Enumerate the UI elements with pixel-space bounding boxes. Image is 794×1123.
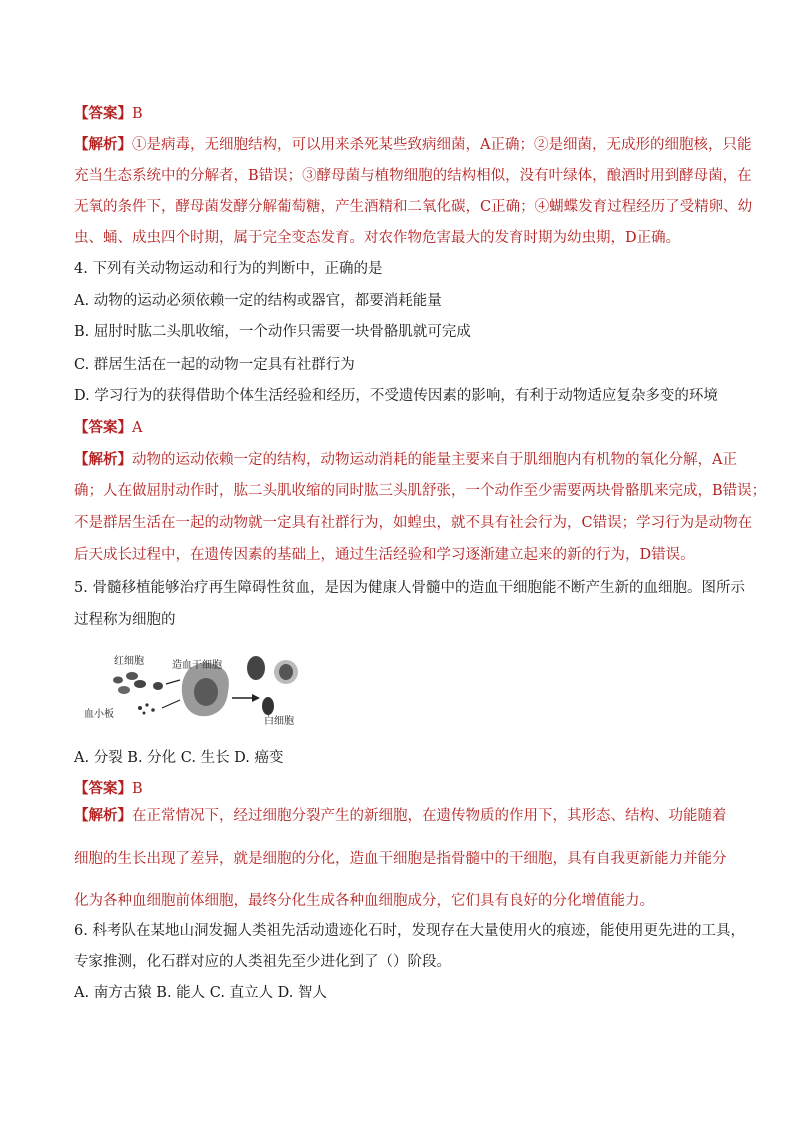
explanation-q4-line3: 不是群居生活在一起的动物就一定具有社群行为，如蝗虫，就不具有社会行为，C错误；学习行为是动物在 — [74, 515, 753, 531]
explanation-q4-line1 — [74, 450, 737, 470]
stem-cell-label: 造血干细胞 — [172, 660, 222, 671]
explanation-q4-line2: 确；人在做屈肘动作时，肱二头肌收缩的同时肱三头肌舒张，一个动作至少需要两块骨骼肌来完成，B错误； — [74, 483, 767, 499]
answer-tag: 【答案】 — [74, 419, 132, 436]
answer-value: A — [132, 420, 143, 436]
red-cell-label: 红细胞 — [114, 656, 144, 667]
red-cell-shape — [113, 677, 123, 684]
arrowhead — [252, 694, 260, 702]
answer-tag: 【答案】 — [74, 105, 132, 122]
arrow-to-red-cell — [166, 680, 180, 684]
explanation-q5-line3: 化为各种血细胞前体细胞，最终分化生成各种血细胞成分，它们具有良好的分化增值能力。 — [74, 893, 654, 909]
platelet-dot — [138, 706, 142, 710]
blood-cell-differentiation-figure — [80, 650, 380, 728]
explanation-q5-line2: 细胞的生长出现了差异，就是细胞的分化，造血干细胞是指骨髓中的干细胞，具有自我更新能力并能分 — [74, 851, 727, 867]
answer-value: B — [132, 781, 143, 797]
white-cell-nucleus — [279, 664, 293, 680]
question-6-stem-line2: 专家推测，化石群对应的人类祖先至少进化到了（）阶段。 — [74, 954, 451, 970]
explanation-tag: 【解析】 — [74, 807, 132, 824]
explanation-q3-line2: 充当生态系统中的分解者，B错误；③酵母菌与植物细胞的结构相似，没有叶绿体，酿酒时用到酵母菌，在 — [74, 168, 752, 184]
red-cell-shape — [126, 672, 138, 680]
platelet-dot — [145, 703, 148, 706]
red-cell-shape — [134, 680, 146, 688]
explanation-q5-line1 — [74, 806, 727, 826]
explanation-text: ①是病毒，无细胞结构，可以用来杀死某些致病细菌，A正确；②是细菌，无成形的细胞核，只能 — [132, 137, 752, 153]
question-5-stem-line2: 过程称为细胞的 — [74, 612, 176, 628]
platelet-dot — [151, 708, 155, 712]
explanation-text: 动物的运动依赖一定的结构，动物运动消耗的能量主要来自于肌细胞内有机物的氧化分解，A正 — [132, 452, 737, 468]
question-4-option-a: A. 动物的运动必须依赖一定的结构或器官，都要消耗能量 — [74, 293, 442, 309]
red-cell-shape — [153, 682, 163, 690]
answer-q4 — [74, 418, 142, 438]
explanation-tag: 【解析】 — [74, 451, 132, 468]
question-4-option-c: C. 群居生活在一起的动物一定具有社群行为 — [74, 357, 355, 373]
platelet-dot — [143, 712, 146, 715]
explanation-q3-line4: 虫、蛹、成虫四个时期，属于完全变态发育。对农作物危害最大的发育时期为幼虫期，D正确。 — [74, 230, 681, 246]
question-4-stem: 4. 下列有关动物运动和行为的判断中，正确的是 — [74, 261, 383, 277]
question-4-option-b: B. 屈肘时肱二头肌收缩，一个动作只需要一块骨骼肌就可完成 — [74, 324, 471, 340]
stem-cell-nucleus — [194, 678, 218, 706]
arrow-to-platelet — [162, 700, 180, 708]
question-6-stem-line1: 6. 科考队在某地山洞发掘人类祖先活动遗迹化石时，发现存在大量使用火的痕迹，能使用更先进的工具， — [74, 923, 745, 939]
answer-q5 — [74, 779, 143, 799]
explanation-tag: 【解析】 — [74, 136, 132, 153]
white-cell-shape — [247, 656, 265, 680]
explanation-q3-line3: 无氧的条件下，酵母菌发酵分解葡萄糖，产生酒精和二氧化碳，C正确；④蝴蝶发育过程经历了受精卵、幼 — [74, 199, 753, 215]
red-cell-shape — [118, 686, 130, 694]
question-4-option-d: D. 学习行为的获得借助个体生活经验和经历，不受遗传因素的影响，有利于动物适应复杂多变的环境 — [74, 388, 718, 404]
answer-q3 — [74, 104, 143, 124]
question-6-options: A. 南方古猿 B. 能人 C. 直立人 D. 智人 — [74, 985, 328, 1001]
answer-tag: 【答案】 — [74, 780, 132, 797]
platelet-label: 血小板 — [84, 709, 114, 720]
answer-value: B — [132, 106, 143, 122]
question-5-stem-line1: 5. 骨髓移植能够治疗再生障碍性贫血，是因为健康人骨髓中的造血干细胞能不断产生新的血细胞。图所示 — [74, 580, 745, 596]
explanation-q3-line1 — [74, 135, 751, 155]
white-cell-label: 白细胞 — [264, 716, 294, 727]
explanation-q4-line4: 后天成长过程中，在遗传因素的基础上，通过生活经验和学习逐渐建立起来的新的行为，D错误。 — [74, 547, 695, 563]
question-5-options: A. 分裂 B. 分化 C. 生长 D. 癌变 — [74, 750, 284, 766]
explanation-text: 在正常情况下，经过细胞分裂产生的新细胞，在遗传物质的作用下，其形态、结构、功能随着 — [132, 808, 727, 824]
